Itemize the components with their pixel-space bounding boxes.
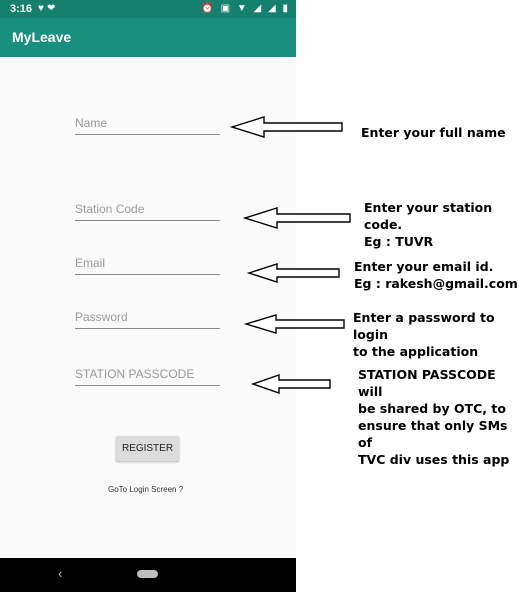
arrow-left-icon xyxy=(244,313,347,335)
annotation-passcode-line4: TVC div uses this app xyxy=(358,452,510,467)
status-right-icons xyxy=(201,0,290,18)
arrow-left-icon xyxy=(251,373,333,395)
name-field[interactable]: Name xyxy=(75,116,220,135)
nfc-icon: ▣ xyxy=(220,3,233,14)
annotation-passcode-line1: STATION PASSCODE will xyxy=(358,367,496,399)
signal-icon: ◢ xyxy=(253,3,264,14)
annotation-station-code-line1: Enter your station code. xyxy=(364,200,493,232)
arrow-left-icon xyxy=(243,206,353,230)
status-time: 3:16 xyxy=(10,3,33,15)
email-field[interactable]: Email xyxy=(75,256,220,275)
back-icon[interactable]: ‹ xyxy=(58,566,63,581)
app-title: MyLeave xyxy=(12,29,72,45)
annotation-station-code xyxy=(364,199,520,250)
status-bar xyxy=(0,0,296,18)
wifi-icon: ▼ xyxy=(236,3,249,14)
annotation-email xyxy=(354,258,518,292)
signal-icon: ◢ xyxy=(268,3,278,14)
battery-icon: ▮ xyxy=(282,3,290,14)
alarm-icon: ⏰ xyxy=(201,3,216,14)
annotation-password-line2: to the application xyxy=(353,344,479,359)
heart-icon: ❤ xyxy=(46,3,59,14)
home-icon[interactable] xyxy=(137,570,158,578)
app-bar xyxy=(0,18,296,57)
navigation-bar xyxy=(0,558,296,592)
annotation-password xyxy=(353,309,520,360)
annotation-passcode-line3: ensure that only SMs of xyxy=(358,418,508,450)
login-link[interactable]: GoTo Login Screen ? xyxy=(108,485,184,494)
notification-icon: ♥ xyxy=(38,3,47,14)
arrow-left-icon xyxy=(247,262,342,284)
station-passcode-field[interactable]: STATION PASSCODE xyxy=(75,367,220,386)
password-field[interactable]: Password xyxy=(75,310,220,329)
register-button[interactable]: REGISTER xyxy=(116,436,179,461)
annotation-name: Enter your full name xyxy=(361,125,506,140)
annotation-passcode-line2: be shared by OTC, to xyxy=(358,401,506,416)
annotation-station-code-line2: Eg : TUVR xyxy=(364,234,434,249)
status-left-icons xyxy=(38,0,58,18)
arrow-left-icon xyxy=(230,115,345,139)
annotation-password-line1: Enter a password to login xyxy=(353,310,495,342)
annotation-passcode xyxy=(358,366,520,468)
annotation-email-line2: Eg : rakesh@gmail.com xyxy=(354,276,518,291)
station-code-field[interactable]: Station Code xyxy=(75,202,220,221)
annotation-email-line1: Enter your email id. xyxy=(354,259,494,274)
